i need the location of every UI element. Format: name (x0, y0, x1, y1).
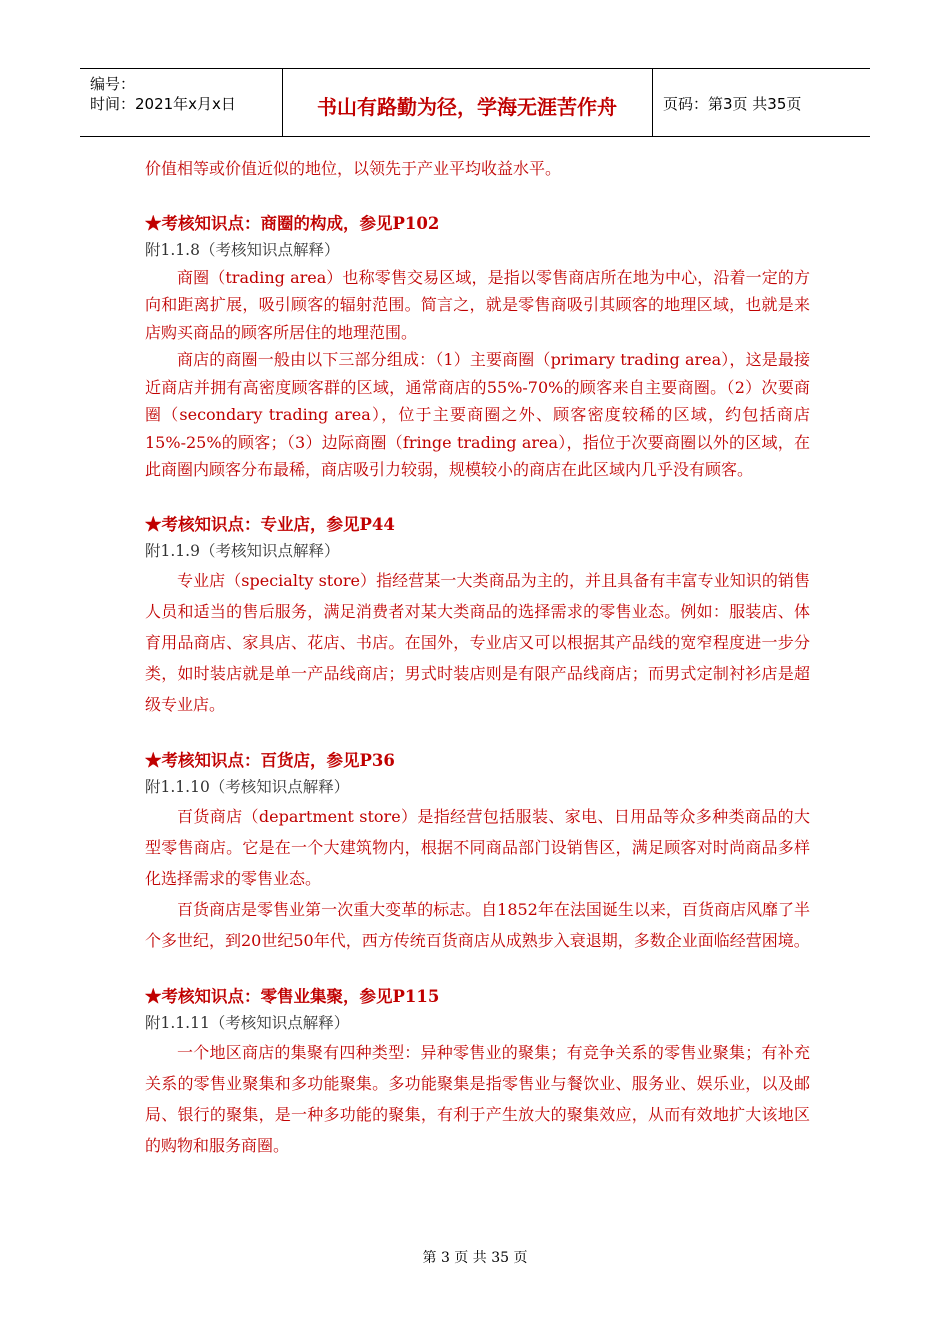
section-heading: ★考核知识点：商圈的构成，参见P102 (145, 213, 440, 233)
page-footer: 第 3 页 共 35 页 (422, 1250, 528, 1266)
section-ref: 附1.1.9（考核知识点解释） (145, 541, 340, 560)
section-ref: 附1.1.11（考核知识点解释） (145, 1013, 350, 1032)
header-page-cell (653, 69, 870, 136)
header-meta-cell (80, 69, 283, 136)
section-paragraph: 商店的商圈一般由以下三部分组成：（1）主要商圈（primary trading area），这是最接近商店并拥有高密度顾客群的区域，通常商店的55%-70%的顾客来自主要商圈。（2）次要商圈（secondary trading area），位于主要商圈之外、顾客密度较稀的区域，约包括商店15%-25%的顾客；（3）边际商圈（fringe trading area），指位于次要商圈以外的区域，在此商圈内顾客分布最稀，商店吸引力较弱，规模较小的商店在此区域内几乎没有顾客。 (145, 350, 810, 479)
header-motto-cell (282, 69, 653, 136)
section-specialty-store (145, 511, 810, 720)
section-paragraph: 一个地区商店的集聚有四种类型：异种零售业的聚集；有竞争关系的零售业聚集；有补充关系的零售业聚集和多功能聚集。多功能聚集是指零售业与餐饮业、服务业、娱乐业，以及邮局、银行的聚集，是一种多功能的聚集，有利于产生放大的聚集效应，从而有效地扩大该地区的购物和服务商圈。 (145, 1042, 810, 1155)
section-trading-area (145, 210, 810, 484)
number-label: 编号： (90, 75, 136, 93)
section-ref: 附1.1.10（考核知识点解释） (145, 777, 350, 796)
time-label: 时间：2021年x月x日 (90, 95, 236, 113)
page-info: 页码：第3页 共35页 (663, 95, 802, 113)
section-paragraph: 百货商店是零售业第一次重大变革的标志。自1852年在法国诞生以来，百货商店风靡了半个多世纪，到20世纪50年代，西方传统百货商店从成熟步入衰退期，多数企业面临经营困境。 (145, 899, 810, 950)
section-heading: ★考核知识点：零售业集聚，参见P115 (145, 986, 440, 1006)
section-paragraph: 百货商店（department store）是指经营包括服装、家电、日用品等众多种类商品的大型零售商店。它是在一个大建筑物内，根据不同商品部门设销售区，满足顾客对时尚商品多样化选择需求的零售业态。 (145, 806, 810, 888)
page-header (80, 68, 870, 137)
section-heading: ★考核知识点：百货店，参见P36 (145, 750, 395, 770)
intro-paragraph: 价值相等或价值近似的地位，以领先于产业平均收益水平。 (145, 159, 562, 178)
section-heading: ★考核知识点：专业店，参见P44 (145, 514, 395, 534)
motto: 书山有路勤为径，学海无涯苦作舟 (317, 95, 617, 119)
section-paragraph: 专业店（specialty store）指经营某一大类商品为主的，并且具备有丰富专业知识的销售人员和适当的售后服务，满足消费者对某大类商品的选择需求的零售业态。例如：服装店、体育用品商店、家具店、花店、书店。在国外，专业店又可以根据其产品线的宽窄程度进一步分类，如时装店就是单一产品线商店；男式时装店则是有限产品线商店；而男式定制衬衫店是超级专业店。 (145, 570, 810, 714)
section-paragraph: 商圈（trading area）也称零售交易区域，是指以零售商店所在地为中心，沿着一定的方向和距离扩展，吸引顾客的辐射范围。简言之，就是零售商吸引其顾客的地理区域，也就是来店购买商品的顾客所居住的地理范围。 (145, 267, 810, 342)
document-body (145, 155, 810, 1161)
section-retail-agglomeration (145, 983, 810, 1161)
section-ref: 附1.1.8（考核知识点解释） (145, 240, 340, 259)
section-department-store (145, 747, 810, 956)
